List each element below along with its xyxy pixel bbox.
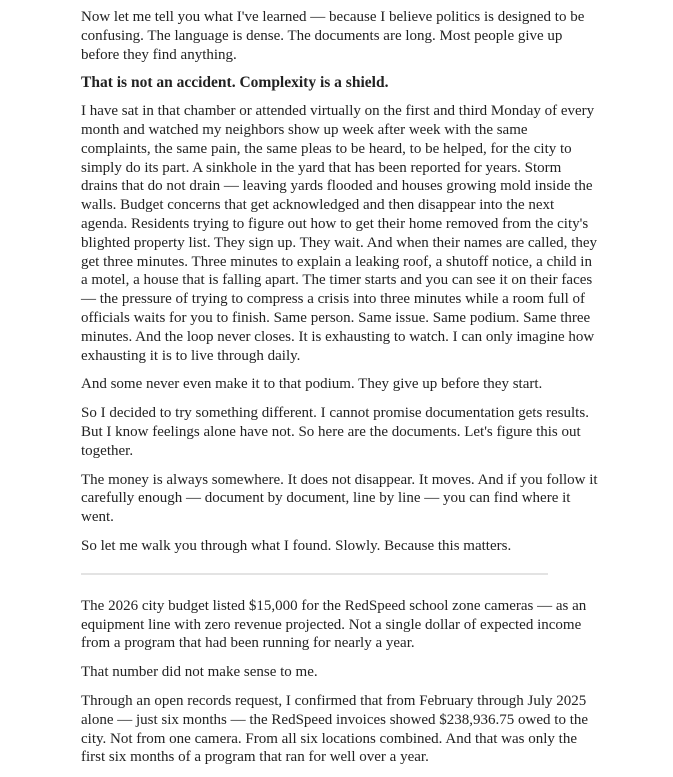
walkthrough-paragraph: So let me walk you through what I found. Slowly. Because this matters. [81, 537, 512, 554]
podium-paragraph: And some never even make it to that podium. They give up before they start. [81, 376, 543, 393]
intro-paragraph: Now let me tell you what I've learned — because I believe politics is designed to be confusing. The language is dense. The documents are long. Most people give up before they find anything. [81, 9, 585, 63]
number-paragraph: That number did not make sense to me. [81, 664, 318, 681]
money-paragraph: The money is always somewhere. It does not disappear. It moves. And if you follow it carefully enough — document by document, line by line — you can find where it went. [81, 471, 598, 526]
records-paragraph: Through an open records request, I confirmed that from February through July 2025 alone — just six months — the RedSpeed invoices showed $238,936.75 owed to the city. Not from one camera. From all six locations combined. And that was only the first six months of a program that ran for well over a year. [81, 692, 589, 766]
article-body [81, 8, 599, 777]
emphasis-line: That is not an accident. Complexity is a shield. [81, 74, 389, 92]
chamber-paragraph: I have sat in that chamber or attended virtually on the first and third Monday of every month and watched my neighbors show up week after week with the same complaints, the same pain, the same pleas to be heard, to be helped, for the city to simply do its part. A sinkhole in the yard that has been reported for years. Storm drains that do not drain — leaving yards flooded and houses growing mold inside the walls. Budget concerns that get acknowledged and then disappear into the next agenda. Residents trying to figure out how to get their home removed from the city's blighted property list. They sign up. They wait. And when their names are called, they get three minutes. Three minutes to explain a leaking roof, a shutoff notice, a child in a motel, a house that is falling apart. The timer starts and you can see it on their faces — the pressure of trying to compress a crisis into three minutes while a room full of officials waits for you to finish. Same person. Same issue. Same podium. Same three minutes. And the loop never closes. It is exhausting to watch. I can only imagine how exhausting it is to live through daily. [81, 103, 597, 364]
budget-paragraph: The 2026 city budget listed $15,000 for the RedSpeed school zone cameras — as an equipment line with zero revenue projected. Not a single dollar of expected income from a program that had been running for nearly a year. [81, 597, 587, 652]
decision-paragraph: So I decided to try something different. I cannot promise documentation gets results. But I know feelings alone have not. So here are the documents. Let's figure this out together. [81, 405, 589, 459]
section-divider [81, 573, 548, 575]
